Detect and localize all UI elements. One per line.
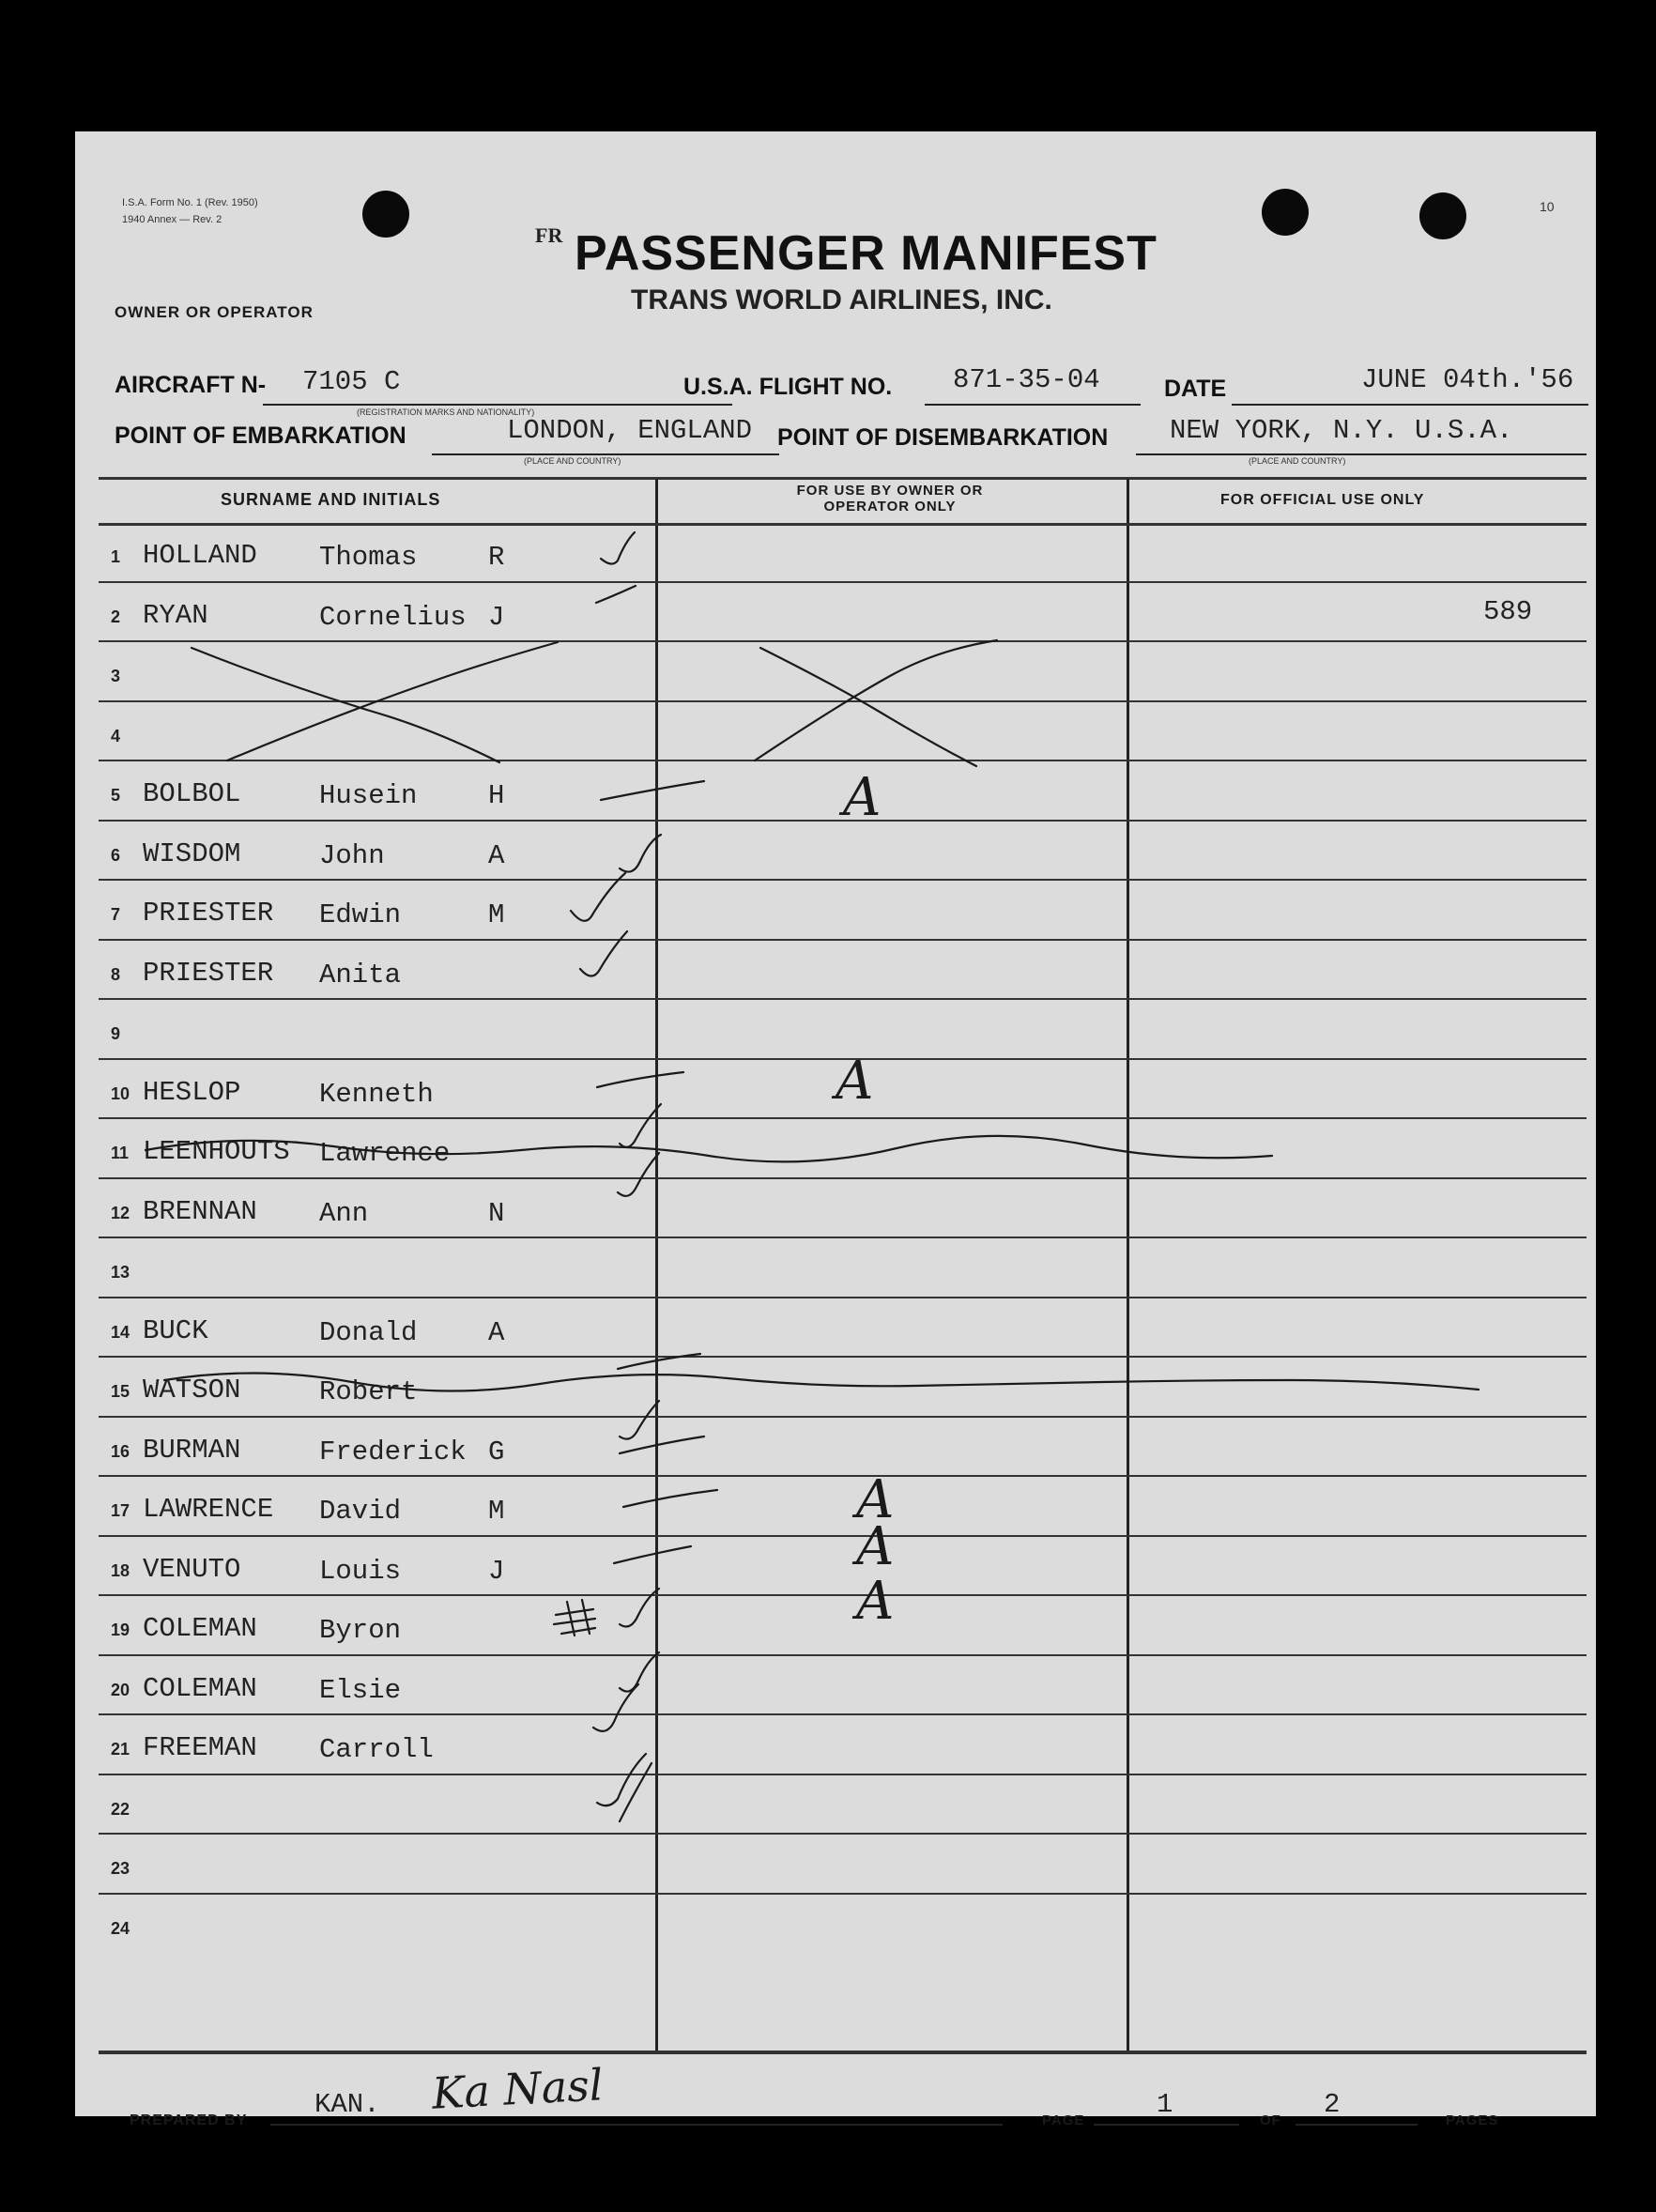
row-number: 7 <box>111 905 121 924</box>
checkmark-icon <box>620 1401 659 1439</box>
passenger-initial: H <box>488 780 505 811</box>
form-reference-1: I.S.A. Form No. 1 (Rev. 1950) <box>122 197 258 208</box>
row-number: 5 <box>111 786 121 805</box>
checkmark-icon <box>620 1589 659 1626</box>
passenger-surname: LEENHOUTS <box>143 1136 290 1167</box>
row-number: 20 <box>111 1680 130 1699</box>
passenger-surname: COLEMAN <box>143 1613 257 1644</box>
passenger-surname: PRIESTER <box>143 898 274 929</box>
manifest-sheet <box>75 131 1596 2128</box>
cross-out-icon <box>760 648 976 766</box>
row-number: 23 <box>111 1859 130 1878</box>
checkmark-icon <box>620 1652 659 1692</box>
airline-name: TRANS WORLD AIRLINES, INC. <box>631 284 1052 315</box>
row-number: 22 <box>111 1799 130 1819</box>
row-number: 10 <box>111 1083 130 1103</box>
passenger-given-name: Louis <box>319 1555 402 1587</box>
page-of-label: OF <box>1260 2112 1281 2128</box>
page-total: 2 <box>1324 2089 1341 2120</box>
prepared-by-value: KAN. <box>314 2089 380 2120</box>
passenger-initial: M <box>488 1496 505 1527</box>
passenger-given-name: Frederick <box>319 1436 467 1467</box>
passenger-initial: A <box>488 1316 505 1348</box>
embarkation-value: LONDON, ENGLAND <box>507 415 753 446</box>
title-prefix: FR <box>535 223 563 247</box>
owner-operator-label: OWNER OR OPERATOR <box>115 303 314 321</box>
passenger-given-name: Cornelius <box>319 601 467 633</box>
column-header-surname: SURNAME AND INITIALS <box>221 490 441 509</box>
passenger-initial: J <box>488 601 505 633</box>
disembarkation-sub: (PLACE AND COUNTRY) <box>1249 456 1346 466</box>
passenger-surname: PRIESTER <box>143 957 274 989</box>
passenger-given-name: John <box>319 839 385 871</box>
owner-mark-row15: A <box>856 1469 895 1530</box>
checkmark-icon <box>596 586 636 603</box>
flight-label: U.S.A. FLIGHT NO. <box>683 374 893 400</box>
row-number: 12 <box>111 1203 130 1222</box>
tick-icon <box>597 1072 683 1087</box>
column-header-owner: FOR USE BY OWNER OR OPERATOR ONLY <box>796 483 984 515</box>
row-number: 24 <box>111 1918 130 1938</box>
cross-out-icon <box>755 640 997 760</box>
passenger-given-name: David <box>319 1496 402 1527</box>
owner-mark-row5: A <box>843 767 882 828</box>
aircraft-label: AIRCRAFT N- <box>115 372 267 398</box>
row-number: 6 <box>111 845 121 865</box>
page-title: PASSENGER MANIFEST <box>575 226 1158 281</box>
checkmark-icon <box>580 931 627 976</box>
passenger-given-name: Kenneth <box>319 1078 434 1110</box>
pages-label: PAGES <box>1446 2112 1499 2128</box>
owner-mark-row10: A <box>836 1051 874 1112</box>
embarkation-label: POINT OF EMBARKATION <box>115 422 406 449</box>
tick-icon <box>620 1436 704 1453</box>
official-use-value: 589 <box>1483 595 1533 627</box>
passenger-surname: VENUTO <box>143 1553 241 1585</box>
flight-value: 871-35-04 <box>953 364 1100 395</box>
scribble-icon <box>554 1600 595 1636</box>
passenger-initial: N <box>488 1197 505 1229</box>
row-number: 15 <box>111 1382 130 1401</box>
passenger-surname: LAWRENCE <box>143 1494 274 1525</box>
disembarkation-label: POINT OF DISEMBARKATION <box>777 424 1109 451</box>
passenger-surname: RYAN <box>143 599 208 631</box>
passenger-given-name: Elsie <box>319 1674 402 1706</box>
passenger-given-name: Edwin <box>319 899 402 930</box>
owner-mark-row17: A <box>856 1571 895 1632</box>
checkmark-icon <box>593 1684 638 1731</box>
row-number: 14 <box>111 1322 130 1342</box>
tick-icon <box>623 1490 717 1507</box>
wavy-line-icon <box>146 1136 1272 1161</box>
passenger-surname: BRENNAN <box>143 1195 257 1227</box>
aircraft-sub: (REGISTRATION MARKS AND NATIONALITY) <box>357 407 535 417</box>
tick-icon <box>618 1354 700 1369</box>
page-value: 1 <box>1157 2089 1173 2120</box>
passenger-surname: WATSON <box>143 1375 241 1406</box>
passenger-given-name: Carroll <box>319 1734 434 1765</box>
handwritten-marks <box>75 131 1596 2119</box>
row-number: 3 <box>111 667 121 685</box>
wavy-line-icon <box>164 1373 1479 1390</box>
aircraft-value: 7105 C <box>302 366 401 397</box>
cross-out-icon <box>227 642 558 760</box>
passenger-surname: BUCK <box>143 1314 208 1346</box>
passenger-surname: BURMAN <box>143 1434 241 1466</box>
passenger-surname: HOLLAND <box>143 540 257 571</box>
passenger-initial: M <box>488 899 505 930</box>
checkmark-icon <box>620 1763 652 1821</box>
corner-note: 10 <box>1540 199 1555 214</box>
passenger-surname: COLEMAN <box>143 1672 257 1704</box>
row-number: 16 <box>111 1441 130 1461</box>
prepared-by-signature: Ka Nasl <box>430 2059 605 2119</box>
row-number: 21 <box>111 1740 130 1759</box>
row-number: 13 <box>111 1263 130 1282</box>
date-value: JUNE 04th.'56 <box>1361 364 1574 395</box>
passenger-surname: HESLOP <box>143 1076 241 1108</box>
passenger-given-name: Thomas <box>319 542 418 573</box>
embarkation-sub: (PLACE AND COUNTRY) <box>524 456 621 466</box>
passenger-initial: G <box>488 1436 505 1467</box>
row-number: 19 <box>111 1621 130 1639</box>
passenger-given-name: Anita <box>319 959 402 991</box>
date-label: DATE <box>1164 376 1227 402</box>
checkmark-icon <box>571 873 625 921</box>
passenger-given-name: Donald <box>319 1316 418 1348</box>
row-number: 9 <box>111 1024 121 1043</box>
form-reference-2: 1940 Annex — Rev. 2 <box>122 214 222 225</box>
row-number: 11 <box>111 1144 130 1162</box>
row-number: 4 <box>111 726 121 745</box>
disembarkation-value: NEW YORK, N.Y. U.S.A. <box>1170 415 1513 446</box>
prepared-by-label: PREPARED BY <box>130 2112 248 2128</box>
checkmark-icon <box>597 1754 646 1805</box>
row-number: 2 <box>111 607 121 626</box>
passenger-surname: FREEMAN <box>143 1732 257 1763</box>
row-number: 18 <box>111 1560 130 1580</box>
passenger-given-name: Husein <box>319 780 418 811</box>
checkmark-icon <box>618 1153 659 1196</box>
passenger-surname: BOLBOL <box>143 778 241 809</box>
passenger-initial: R <box>488 542 505 573</box>
passenger-given-name: Ann <box>319 1197 369 1229</box>
checkmark-icon <box>620 835 661 872</box>
passenger-initial: A <box>488 839 505 871</box>
tick-icon <box>614 1546 691 1563</box>
checkmark-icon <box>601 532 635 564</box>
page-label: PAGE <box>1042 2112 1085 2128</box>
checkmark-icon <box>620 1104 661 1147</box>
cross-out-icon <box>192 648 499 762</box>
passenger-given-name: Robert <box>319 1376 418 1407</box>
owner-mark-row16: A <box>856 1516 895 1577</box>
row-number: 17 <box>111 1501 130 1520</box>
passenger-surname: WISDOM <box>143 837 241 869</box>
tick-icon <box>601 781 704 800</box>
row-number: 8 <box>111 964 121 984</box>
passenger-given-name: Byron <box>319 1615 402 1646</box>
passenger-initial: J <box>488 1555 505 1587</box>
row-number: 1 <box>111 547 121 566</box>
column-header-official: FOR OFFICIAL USE ONLY <box>1220 492 1425 508</box>
passenger-given-name: Lawrence <box>319 1138 451 1169</box>
